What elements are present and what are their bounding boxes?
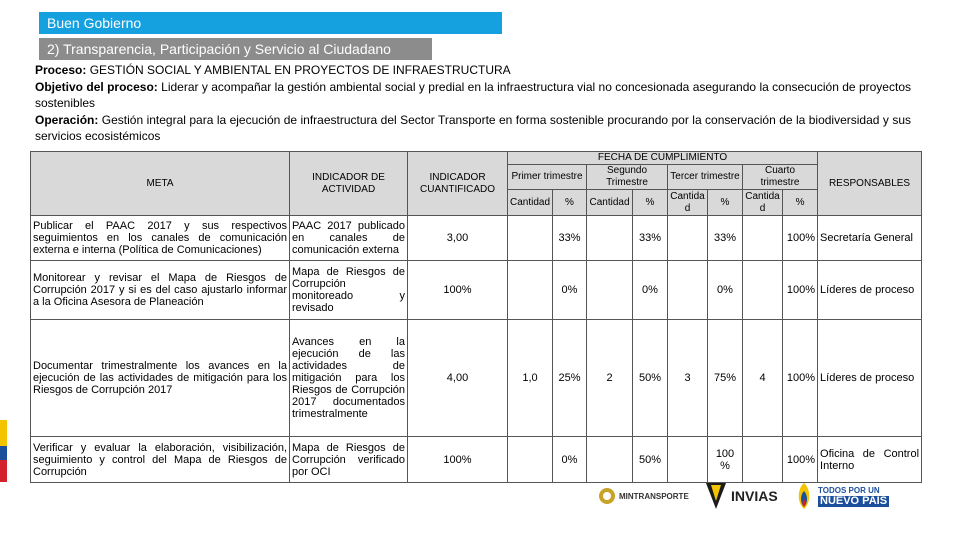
row-q1-cantidad (508, 437, 553, 483)
section-subtitle: 2) Transparencia, Participación y Servicio al Ciudadano (39, 38, 432, 60)
row-q3-pct: 100 % (708, 437, 743, 483)
flag-stripe-red (0, 460, 7, 482)
table-row (31, 261, 922, 320)
row-indicador: Mapa de Riesgos de Corrupción verificado por OCI (290, 437, 408, 483)
row-indicador: PAAC 2017 publicado en canales de comunicación externa (290, 216, 408, 261)
header-q2-pct: % (633, 190, 668, 216)
row-q3-pct: 0% (708, 261, 743, 320)
row-meta: Documentar trimestralmente los avances en la ejecución de las actividades de mitigación para los Riesgos de Corrupción 2017 (31, 320, 290, 437)
mintransporte-logo: MINTRANSPORTE (598, 478, 689, 514)
table-row (31, 437, 922, 483)
row-q4-cantidad (743, 216, 783, 261)
row-q2-pct: 0% (633, 261, 668, 320)
objective-line (35, 79, 911, 112)
row-q4-cantidad: 4 (743, 320, 783, 437)
header-q4: Cuarto trimestre (743, 165, 818, 190)
row-q3-cantidad: 3 (668, 320, 708, 437)
header-indicador-cuantificado: INDICADOR CUANTIFICADO (408, 152, 508, 216)
invias-logo: INVIAS (703, 478, 778, 514)
objective-label: Objetivo del proceso: (35, 79, 158, 94)
row-q4-pct: 100% (783, 320, 818, 437)
row-q3-cantidad (668, 216, 708, 261)
coat-of-arms-icon (598, 487, 616, 505)
row-q3-cantidad (668, 261, 708, 320)
header-q4-cantidad: Cantida d (743, 190, 783, 216)
row-q3-cantidad (668, 437, 708, 483)
header-q3-cantidad: Cantida d (668, 190, 708, 216)
header-q2: Segundo Trimestre (587, 165, 668, 190)
row-indicador: Avances en la ejecución de las actividades de mitigación para los Riesgos de Corrupción 2017 documentados trimestralmente (290, 320, 408, 437)
row-cuantificado: 4,00 (408, 320, 508, 437)
row-q2-cantidad (587, 437, 633, 483)
row-q3-pct: 33% (708, 216, 743, 261)
flag-stripe-blue (0, 446, 7, 460)
operation-value: Gestión integral para la ejecución de infraestructura del Sector Transporte en forma sostenible procurando por la conservación de la biodiversidad y sus servicios ecosistémicos (35, 112, 911, 143)
row-meta: Publicar el PAAC 2017 y sus respectivos seguimientos en los canales de comunicación externa e interna (Política de Comunicaciones) (31, 216, 290, 261)
flag-stripe-yellow (0, 420, 7, 446)
row-indicador: Mapa de Riesgos de Corrupción monitoreado y revisado (290, 261, 408, 320)
section-title: Buen Gobierno (39, 12, 502, 34)
row-q2-cantidad (587, 261, 633, 320)
row-q4-pct: 100% (783, 437, 818, 483)
row-q2-pct: 50% (633, 437, 668, 483)
todos-por-un-nuevo-pais-logo: TODOS POR UN NUEVO PAÍS (793, 478, 889, 514)
row-q4-pct: 100% (783, 216, 818, 261)
row-q2-pct: 33% (633, 216, 668, 261)
row-cuantificado: 3,00 (408, 216, 508, 261)
process-value: GESTIÓN SOCIAL Y AMBIENTAL EN PROYECTOS DE INFRAESTRUCTURA (86, 63, 511, 77)
country-emblem-icon (793, 481, 815, 511)
row-cuantificado: 100% (408, 437, 508, 483)
row-cuantificado: 100% (408, 261, 508, 320)
row-q1-cantidad: 1,0 (508, 320, 553, 437)
row-responsable: Oficina de Control Interno (818, 437, 922, 483)
header-q1-pct: % (553, 190, 587, 216)
header-indicador-actividad: INDICADOR DE ACTIVIDAD (290, 152, 408, 216)
row-responsable: Líderes de proceso (818, 320, 922, 437)
operation-line (35, 112, 911, 145)
process-label: Proceso: (35, 63, 87, 77)
row-q1-cantidad (508, 261, 553, 320)
row-q2-cantidad (587, 216, 633, 261)
process-line (35, 62, 911, 79)
row-q3-pct: 75% (708, 320, 743, 437)
row-q1-pct: 0% (553, 261, 587, 320)
invias-emblem-icon (703, 481, 729, 511)
table-row (31, 320, 922, 437)
table-row (31, 216, 922, 261)
header-q1-cantidad: Cantidad (508, 190, 553, 216)
row-q2-pct: 50% (633, 320, 668, 437)
row-responsable: Líderes de proceso (818, 261, 922, 320)
row-meta: Monitorear y revisar el Mapa de Riesgos de Corrupción 2017 y si es del caso ajustarlo informar a la Oficina Asesora de Planeación (31, 261, 290, 320)
row-q2-cantidad: 2 (587, 320, 633, 437)
row-q4-pct: 100% (783, 261, 818, 320)
header-responsables: RESPONSABLES (818, 152, 922, 216)
row-q1-pct: 25% (553, 320, 587, 437)
header-meta: META (31, 152, 290, 216)
header-fecha: FECHA DE CUMPLIMIENTO (508, 152, 818, 165)
operation-label: Operación: (35, 112, 99, 127)
header-q2-cantidad: Cantidad (587, 190, 633, 216)
row-q1-cantidad (508, 216, 553, 261)
header-q3-pct: % (708, 190, 743, 216)
row-responsable: Secretaría General (818, 216, 922, 261)
row-q1-pct: 33% (553, 216, 587, 261)
header-q4-pct: % (783, 190, 818, 216)
header-q1: Primer trimestre (508, 165, 587, 190)
row-q1-pct: 0% (553, 437, 587, 483)
header-q3: Tercer trimestre (668, 165, 743, 190)
row-q4-cantidad (743, 437, 783, 483)
row-meta: Verificar y evaluar la elaboración, visibilización, seguimiento y control del Mapa de Riesgos de Corrupción (31, 437, 290, 483)
row-q4-cantidad (743, 261, 783, 320)
process-info (35, 62, 911, 145)
goals-table (30, 151, 922, 483)
objective-value: Liderar y acompañar la gestión ambiental social y predial en la infraestructura vial no concesionada asegurando la consecución de proyectos sostenibles (35, 79, 911, 110)
